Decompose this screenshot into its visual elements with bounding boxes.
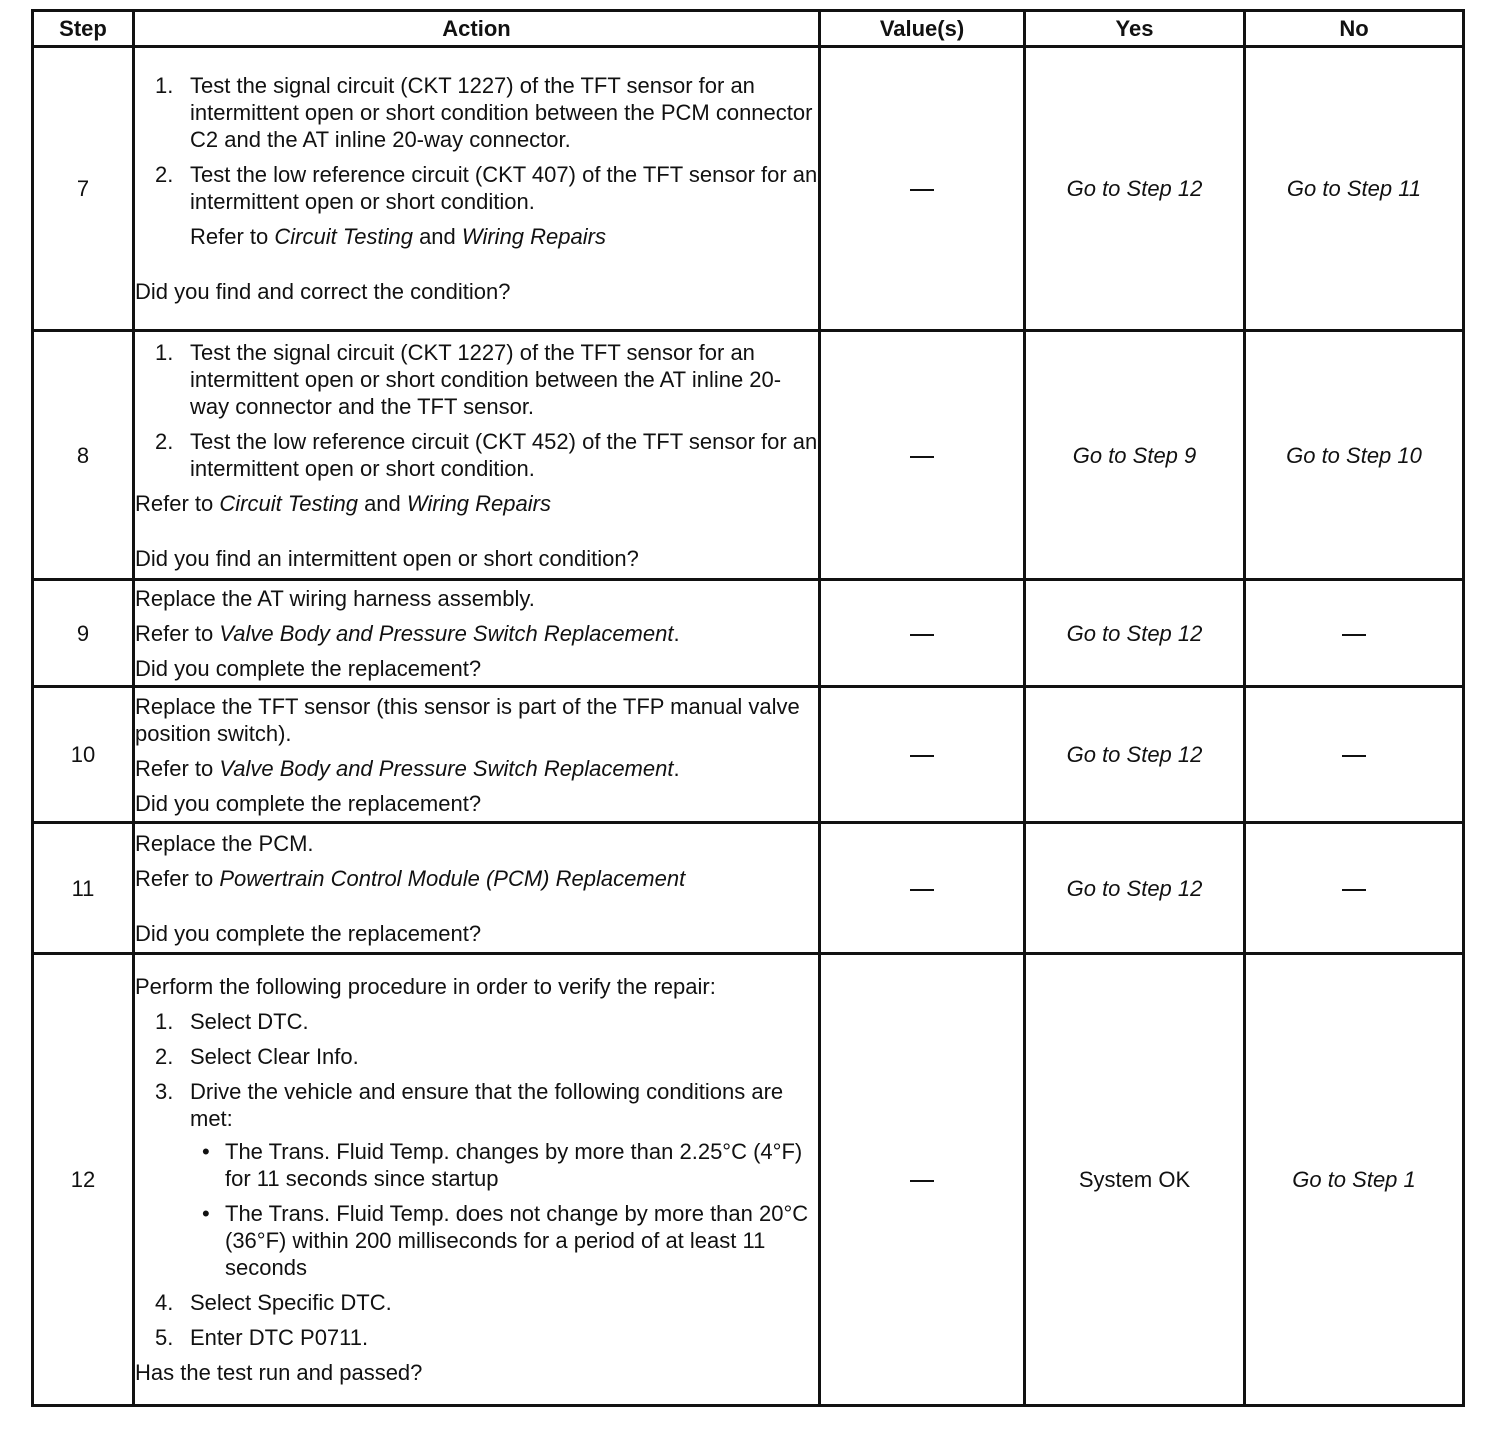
question-text: Did you complete the replacement? xyxy=(135,920,482,946)
action-text: Replace the PCM. xyxy=(135,830,314,856)
table-row xyxy=(33,823,1464,954)
value-cell xyxy=(820,823,1025,954)
table-row xyxy=(33,580,1464,687)
header-yes: Yes xyxy=(1025,11,1245,47)
action-cell xyxy=(134,331,820,580)
list-item: 2. Test the low reference circuit (CKT 407) of the TFT sensor for an intermittent open or short condition. xyxy=(155,162,818,214)
table-row xyxy=(33,954,1464,1406)
action-text: Replace the AT wiring harness assembly. xyxy=(135,585,535,611)
refer-note: Refer to Powertrain Control Module (PCM) Replacement xyxy=(135,865,686,891)
list-item: 1. Test the signal circuit (CKT 1227) of the TFT sensor for an intermittent open or short condition between the AT inline 20-way connector and the TFT sensor. xyxy=(155,339,782,419)
yes-cell: System OK xyxy=(1025,954,1245,1406)
reference-link[interactable]: Circuit Testing xyxy=(274,224,413,249)
question-text: Did you complete the replacement? xyxy=(135,790,482,816)
dash-mark xyxy=(910,755,934,757)
value-cell xyxy=(820,331,1025,580)
list-item: • The Trans. Fluid Temp. does not change by more than 20°C (36°F) within 200 milliseconds for a period of at least 11 seconds xyxy=(202,1201,809,1280)
value-cell xyxy=(820,580,1025,687)
header-action: Action xyxy=(134,11,820,47)
question-text: Did you find an intermittent open or short condition? xyxy=(135,545,639,571)
refer-note: Refer to Circuit Testing and Wiring Repairs xyxy=(135,490,551,516)
question-text: Did you complete the replacement? xyxy=(135,655,482,681)
yes-cell: Go to Step 12 xyxy=(1025,580,1245,687)
action-cell xyxy=(134,823,820,954)
list-item: 4. Select Specific DTC. xyxy=(155,1290,392,1315)
step-number: 12 xyxy=(33,954,134,1406)
action-cell xyxy=(134,687,820,823)
list-item: 1. Select DTC. xyxy=(155,1009,309,1034)
yes-cell: Go to Step 12 xyxy=(1025,687,1245,823)
step-number: 11 xyxy=(33,823,134,954)
action-steps xyxy=(135,72,818,215)
reference-link[interactable]: Valve Body and Pressure Switch Replacement xyxy=(219,620,674,646)
dash-mark xyxy=(910,456,934,458)
refer-note: Refer to Circuit Testing and Wiring Repairs xyxy=(190,224,606,249)
list-item: 2. Select Clear Info. xyxy=(155,1044,359,1069)
reference-link[interactable]: Valve Body and Pressure Switch Replacement xyxy=(219,755,674,781)
value-cell xyxy=(820,687,1025,823)
no-cell xyxy=(1245,580,1464,687)
step-number: 7 xyxy=(33,47,134,331)
reference-link[interactable]: Wiring Repairs xyxy=(406,490,551,516)
dash-mark xyxy=(910,889,934,891)
reference-link[interactable]: Wiring Repairs xyxy=(461,224,606,249)
dash-mark xyxy=(910,189,934,191)
list-item: 5. Enter DTC P0711. xyxy=(155,1325,369,1350)
action-text: Replace the TFT sensor (this sensor is part of the TFP manual valve position switch). xyxy=(135,693,800,746)
dash-mark xyxy=(1342,634,1366,636)
reference-link[interactable]: Circuit Testing xyxy=(219,490,358,516)
header-no: No xyxy=(1245,11,1464,47)
table-header-row xyxy=(33,11,1464,47)
question-text: Has the test run and passed? xyxy=(135,1360,423,1385)
table-row xyxy=(33,331,1464,580)
no-cell: Go to Step 1 xyxy=(1245,954,1464,1406)
refer-note: Refer to Valve Body and Pressure Switch Replacement. xyxy=(135,620,680,646)
table-row xyxy=(33,687,1464,823)
action-cell xyxy=(134,47,820,331)
list-item: 3. Drive the vehicle and ensure that the following conditions are met: • The Trans. Fluid Temp. changes by more than 2.25°C (4°F) for 11 seconds since startup • The Trans. Fluid Temp. does not change by more than 20°C (36°F) within 200 milliseconds for a period of at least 11 seconds xyxy=(135,1078,818,1281)
yes-cell: Go to Step 12 xyxy=(1025,47,1245,331)
list-item: 2. Test the low reference circuit (CKT 452) of the TFT sensor for an intermittent open or short condition. xyxy=(155,428,818,481)
step-number: 8 xyxy=(33,331,134,580)
action-cell xyxy=(134,954,820,1406)
header-values: Value(s) xyxy=(820,11,1025,47)
list-item: 1. Test the signal circuit (CKT 1227) of the TFT sensor for an intermittent open or short condition between the PCM connector C2 and the AT inline 20-way connector. xyxy=(155,73,813,152)
dash-mark xyxy=(1342,755,1366,757)
refer-note: Refer to Valve Body and Pressure Switch Replacement. xyxy=(135,755,680,781)
diagnostic-table xyxy=(31,9,1465,1407)
table-row xyxy=(33,47,1464,331)
question-text: Did you find and correct the condition? xyxy=(135,279,511,304)
no-cell: Go to Step 11 xyxy=(1245,47,1464,331)
yes-cell: Go to Step 9 xyxy=(1025,331,1245,580)
no-cell xyxy=(1245,687,1464,823)
no-cell: Go to Step 10 xyxy=(1245,331,1464,580)
dash-mark xyxy=(910,634,934,636)
no-cell xyxy=(1245,823,1464,954)
condition-bullets xyxy=(190,1138,818,1281)
action-steps xyxy=(135,1008,818,1351)
yes-cell: Go to Step 12 xyxy=(1025,823,1245,954)
action-steps xyxy=(135,339,818,482)
action-intro: Perform the following procedure in order to verify the repair: xyxy=(135,974,716,999)
header-step: Step xyxy=(33,11,134,47)
reference-link[interactable]: Powertrain Control Module (PCM) Replacement xyxy=(219,865,686,891)
step-number: 9 xyxy=(33,580,134,687)
action-cell xyxy=(134,580,820,687)
list-item: • The Trans. Fluid Temp. changes by more than 2.25°C (4°F) for 11 seconds since startup xyxy=(202,1139,803,1191)
dash-mark xyxy=(910,1180,934,1182)
value-cell xyxy=(820,954,1025,1406)
step-number: 10 xyxy=(33,687,134,823)
dash-mark xyxy=(1342,889,1366,891)
value-cell xyxy=(820,47,1025,331)
